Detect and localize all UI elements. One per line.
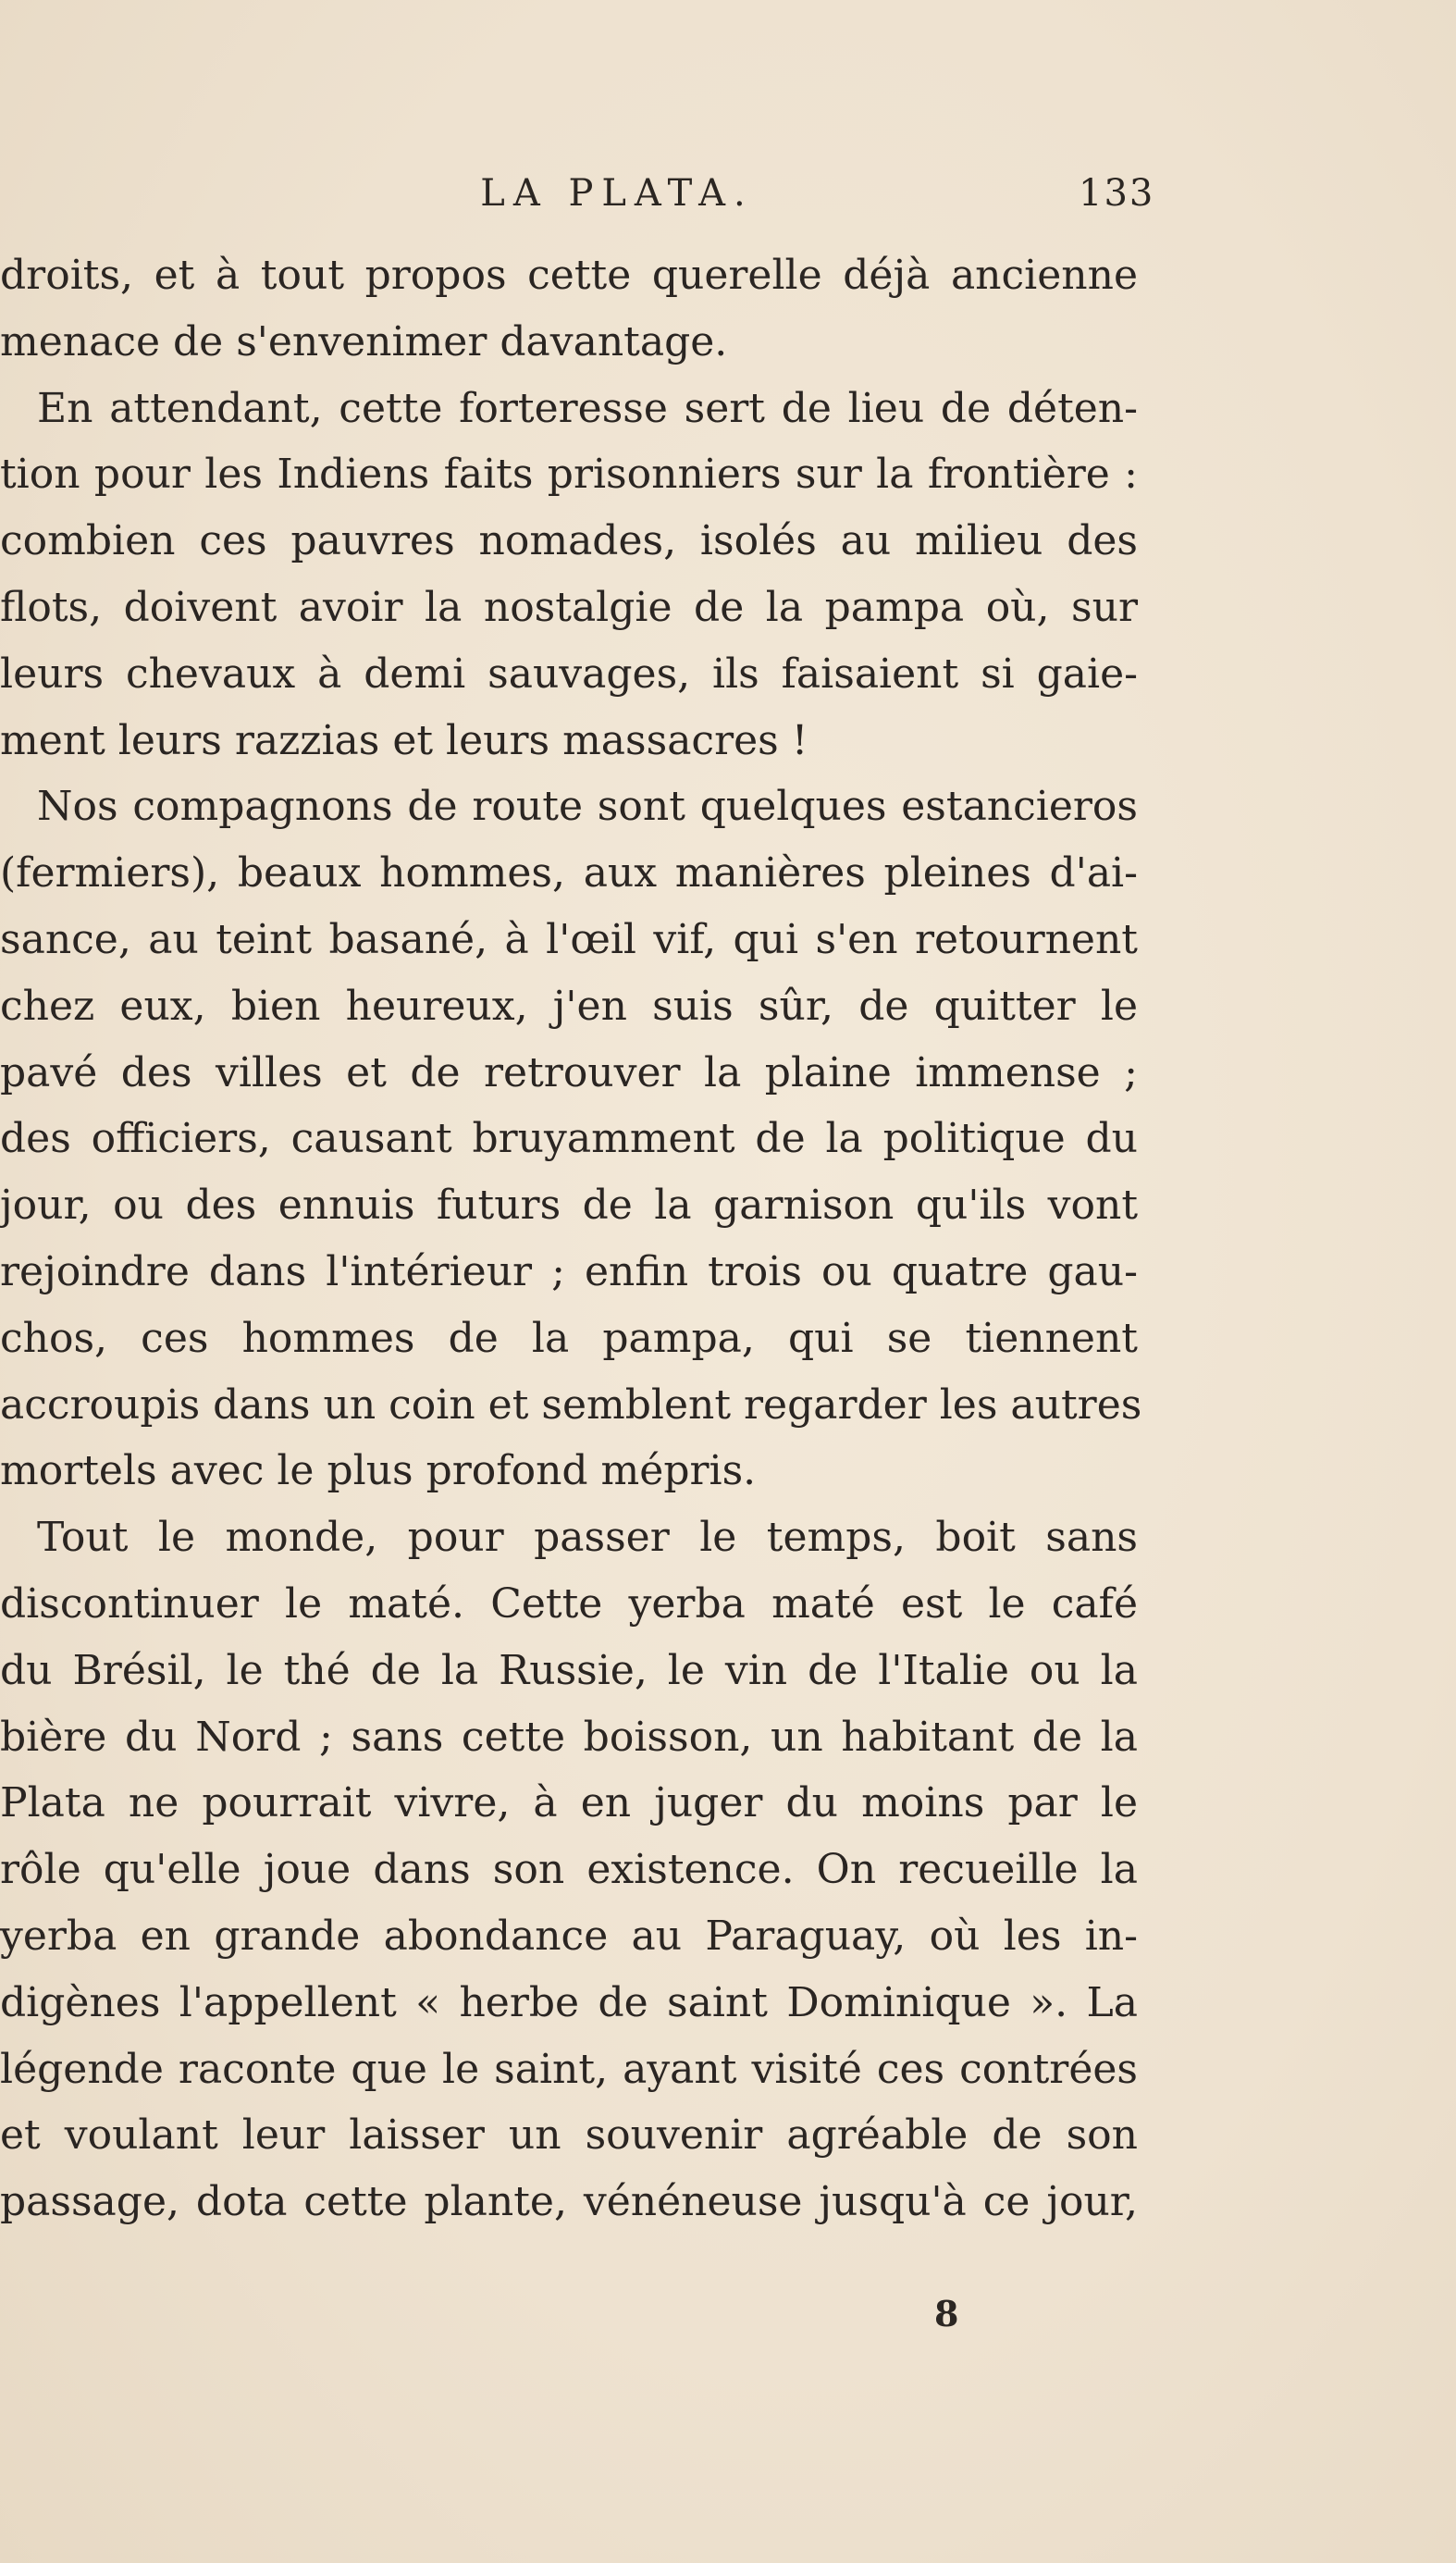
text-line: du Brésil, le thé de la Russie, le vin de l'Italie ou la bbox=[0, 1646, 1138, 1694]
text-line: En attendant, cette forteresse sert de lieu de déten- bbox=[37, 384, 1138, 432]
text-line: tion pour les Indiens faits prisonniers sur la frontière : bbox=[0, 451, 1138, 499]
text-line: chez eux, bien heureux, j'en suis sûr, de quitter le bbox=[0, 982, 1138, 1030]
text-line: combien ces pauvres nomades, isolés au milieu des bbox=[0, 517, 1138, 565]
signature-mark: 8 bbox=[934, 2293, 959, 2334]
text-line: discontinuer le maté. Cette yerba maté est le café bbox=[0, 1579, 1138, 1628]
text-line: rôle qu'elle joue dans son existence. On recueille la bbox=[0, 1846, 1138, 1894]
text-line: chos, ces hommes de la pampa, qui se tiennent bbox=[0, 1314, 1138, 1362]
text-line: Tout le monde, pour passer le temps, boit sans bbox=[37, 1514, 1138, 1562]
text-line: leurs chevaux à demi sauvages, ils faisaient si gaie- bbox=[0, 650, 1138, 698]
text-line: jour, ou des ennuis futurs de la garnison qu'ils vont bbox=[0, 1182, 1138, 1230]
text-line: rejoindre dans l'intérieur ; enfin trois ou quatre gau- bbox=[0, 1247, 1138, 1295]
text-line: accroupis dans un coin et semblent regarder les autres bbox=[0, 1381, 1142, 1429]
text-line: légende raconte que le saint, ayant visité ces contrées bbox=[0, 2045, 1138, 2093]
text-line: droits, et à tout propos cette querelle déjà ancienne bbox=[0, 252, 1138, 299]
page-number: 133 bbox=[1079, 172, 1155, 215]
text-line: ment leurs razzias et leurs massacres ! bbox=[0, 716, 808, 764]
text-line: et voulant leur laisser un souvenir agréable de son bbox=[0, 2111, 1138, 2160]
running-title: LA PLATA. bbox=[480, 172, 754, 215]
text-line: menace de s'envenimer davantage. bbox=[0, 317, 728, 365]
text-line: des officiers, causant bruyamment de la politique du bbox=[0, 1115, 1138, 1163]
text-line: mortels avec le plus profond mépris. bbox=[0, 1447, 757, 1495]
text-line: Nos compagnons de route sont quelques estancieros bbox=[37, 783, 1138, 831]
text-line: passage, dota cette plante, vénéneuse jusqu'à ce jour, bbox=[0, 2178, 1138, 2226]
text-line: Plata ne pourrait vivre, à en juger du moins par le bbox=[0, 1779, 1138, 1827]
text-line: yerba en grande abondance au Paraguay, où les in- bbox=[0, 1912, 1138, 1960]
text-line: bière du Nord ; sans cette boisson, un habitant de la bbox=[0, 1713, 1138, 1761]
text-line: digènes l'appellent « herbe de saint Dominique ». La bbox=[0, 1978, 1138, 2026]
text-line: pavé des villes et de retrouver la plaine immense ; bbox=[0, 1048, 1138, 1096]
text-line: flots, doivent avoir la nostalgie de la pampa où, sur bbox=[0, 583, 1138, 631]
text-line: sance, au teint basané, à l'œil vif, qui s'en retournent bbox=[0, 915, 1138, 963]
body-text bbox=[0, 242, 1142, 2235]
text-line: (fermiers), beaux hommes, aux manières pleines d'ai- bbox=[0, 849, 1138, 898]
